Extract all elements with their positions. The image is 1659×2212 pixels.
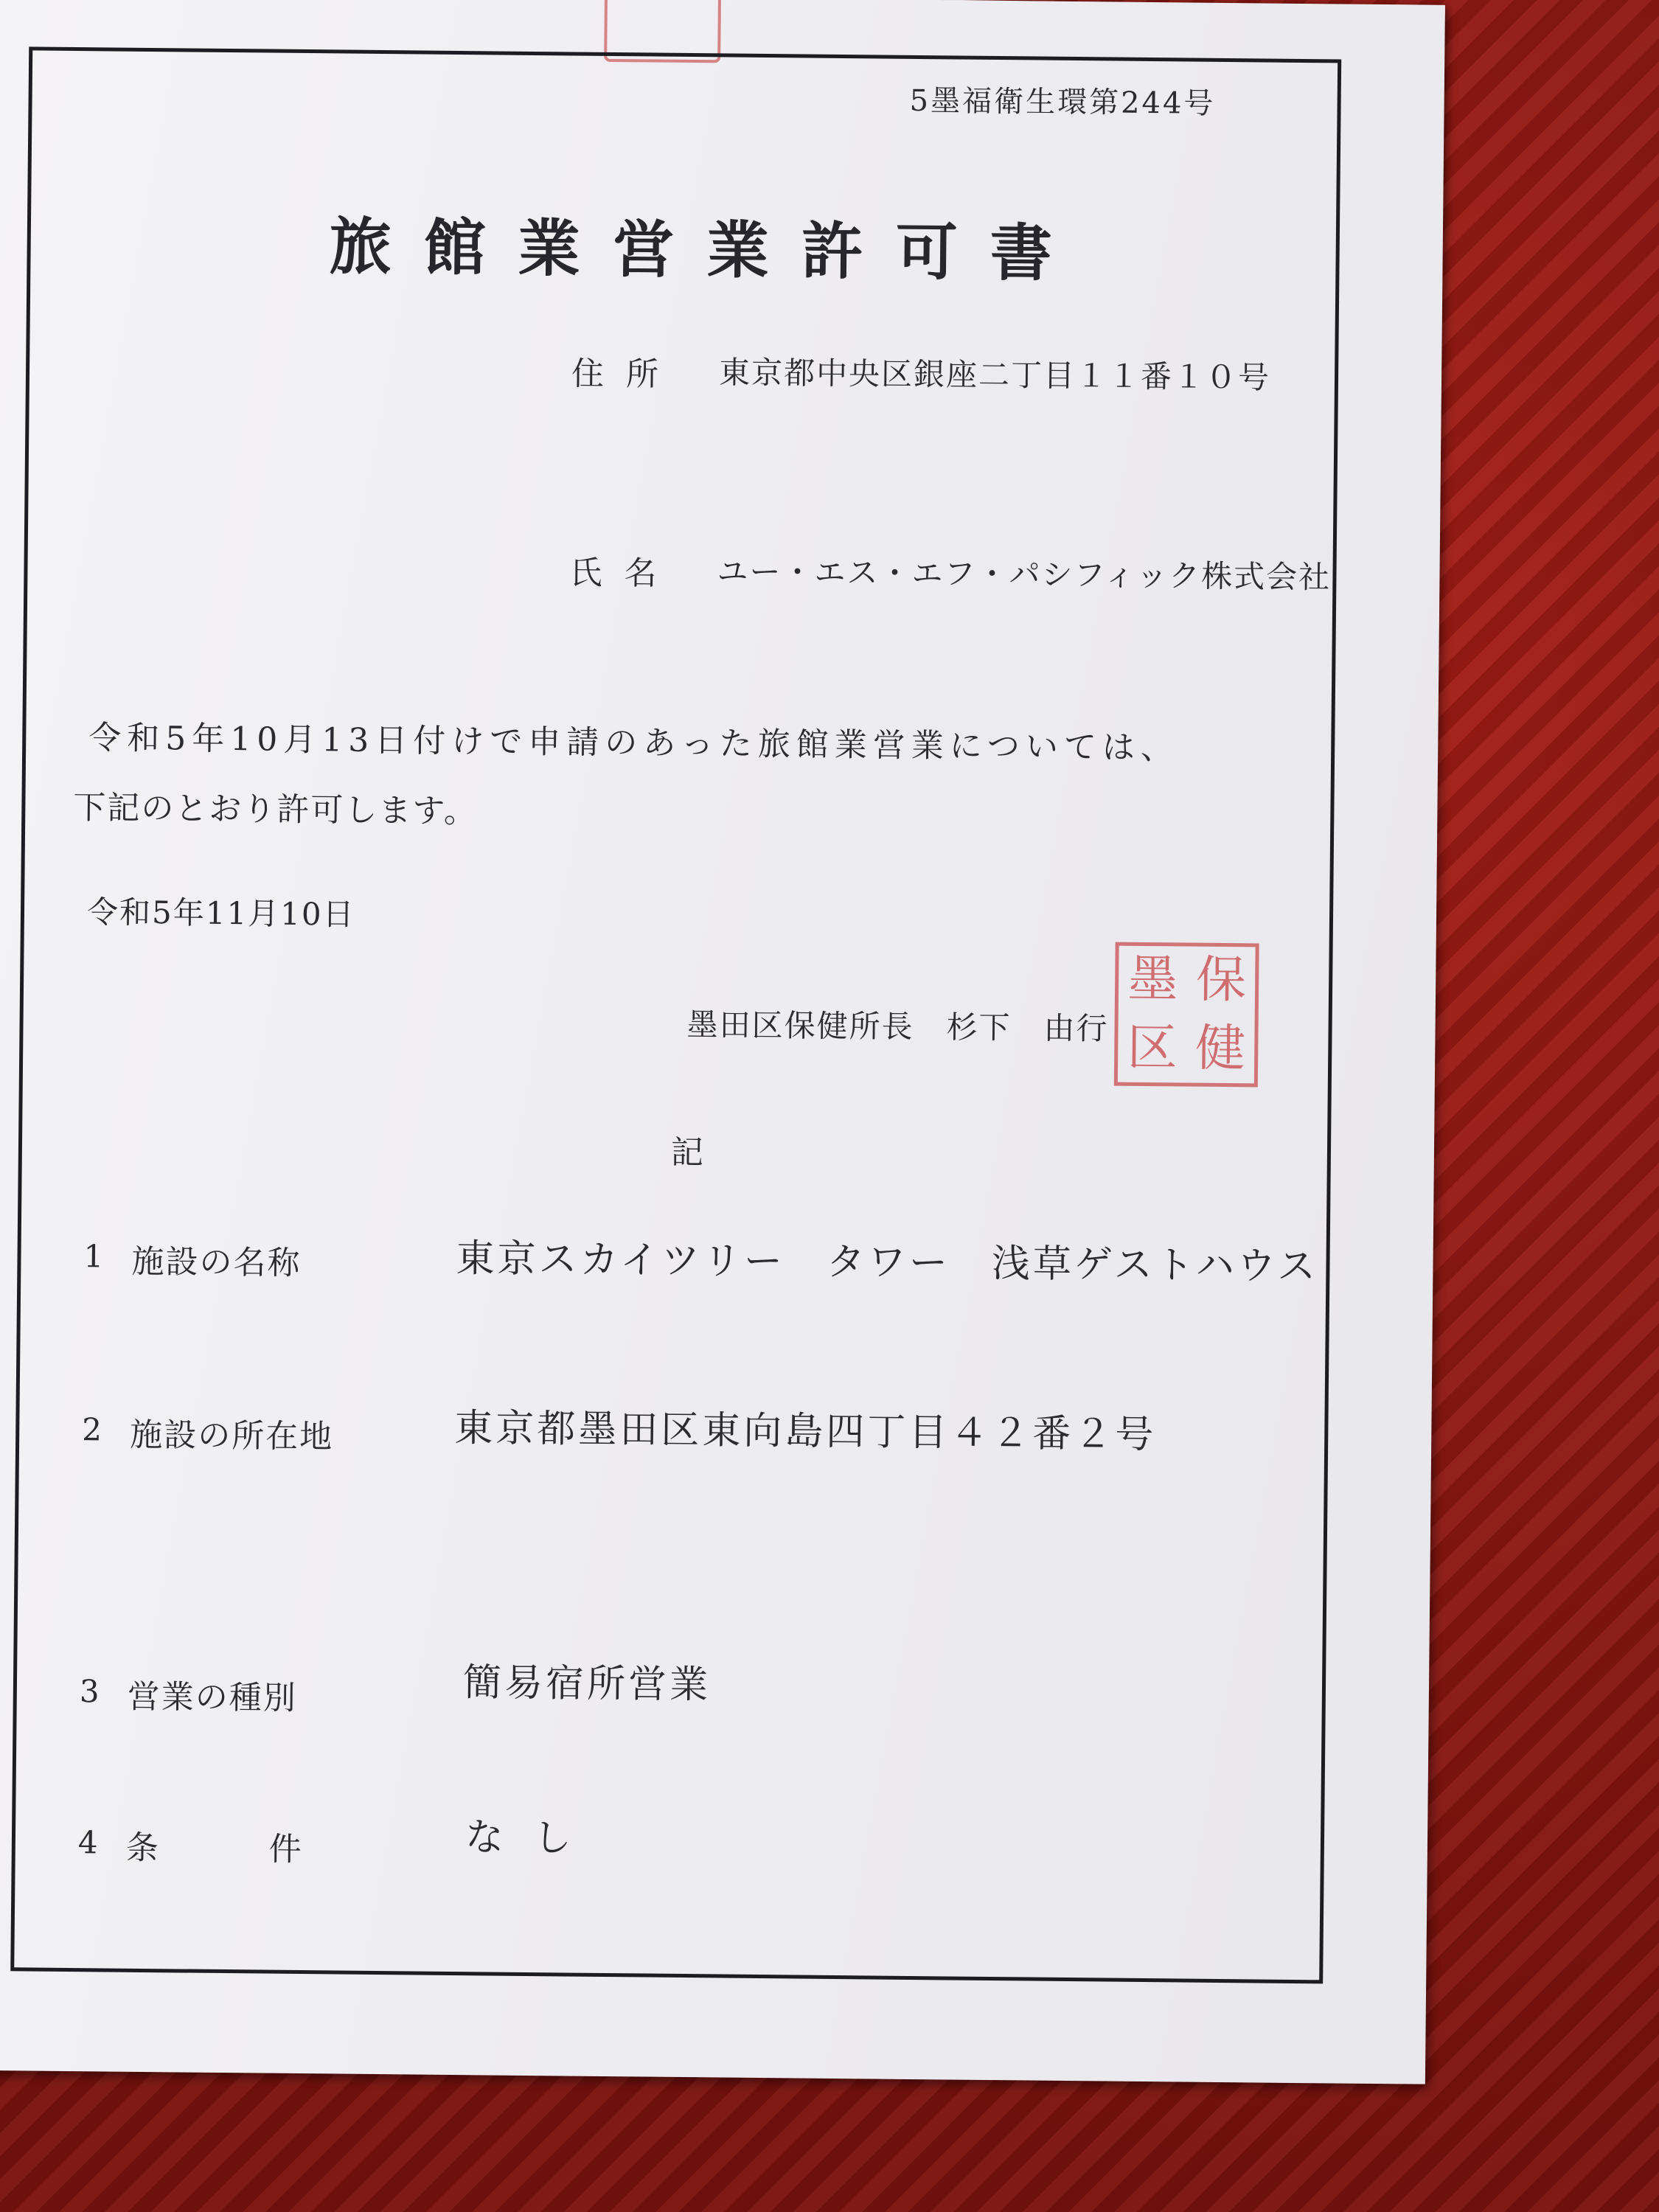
issue-date: 令和5年11月10日 bbox=[86, 894, 355, 933]
document-number: 5墨福衛生環第244号 bbox=[909, 83, 1216, 121]
item-2-value: 東京都墨田区東向島四丁目４２番２号 bbox=[454, 1406, 1157, 1458]
document-frame bbox=[10, 46, 1341, 1983]
item-4-number: 4 bbox=[77, 1824, 98, 1861]
address-label: 住所 bbox=[571, 355, 681, 394]
issuer-name: 墨田区保健所長 杉下 由行 bbox=[686, 1006, 1109, 1047]
item-4-label: 条件 bbox=[125, 1829, 413, 1870]
body-text-line-2: 下記のとおり許可します。 bbox=[73, 789, 479, 831]
item-2-number: 2 bbox=[82, 1411, 102, 1448]
item-3-number: 3 bbox=[79, 1673, 100, 1710]
name-value: ユー・エス・エフ・パシフィック株式会社 bbox=[717, 553, 1332, 596]
item-2-label: 施設の所在地 bbox=[129, 1416, 334, 1456]
document-title: 旅館業営業許可書 bbox=[329, 209, 1085, 291]
address-value: 東京都中央区銀座二丁目１１番１０号 bbox=[718, 354, 1271, 396]
item-4-value: なし bbox=[465, 1815, 602, 1861]
name-label: 氏名 bbox=[569, 554, 679, 593]
item-1-value: 東京スカイツリー タワー 浅草ゲストハウス bbox=[456, 1237, 1319, 1290]
item-3-label: 営業の種別 bbox=[127, 1677, 298, 1717]
ki-heading: 記 bbox=[670, 1133, 704, 1172]
item-1-number: 1 bbox=[83, 1238, 104, 1275]
item-3-value: 簡易宿所営業 bbox=[462, 1660, 712, 1708]
body-text-line-1: 令和5年10月13日付けで申請のあった旅館業営業については、 bbox=[88, 719, 1180, 768]
official-seal-stamp: 墨 保 区 健 bbox=[1114, 942, 1259, 1088]
item-1-label: 施設の名称 bbox=[131, 1242, 302, 1282]
